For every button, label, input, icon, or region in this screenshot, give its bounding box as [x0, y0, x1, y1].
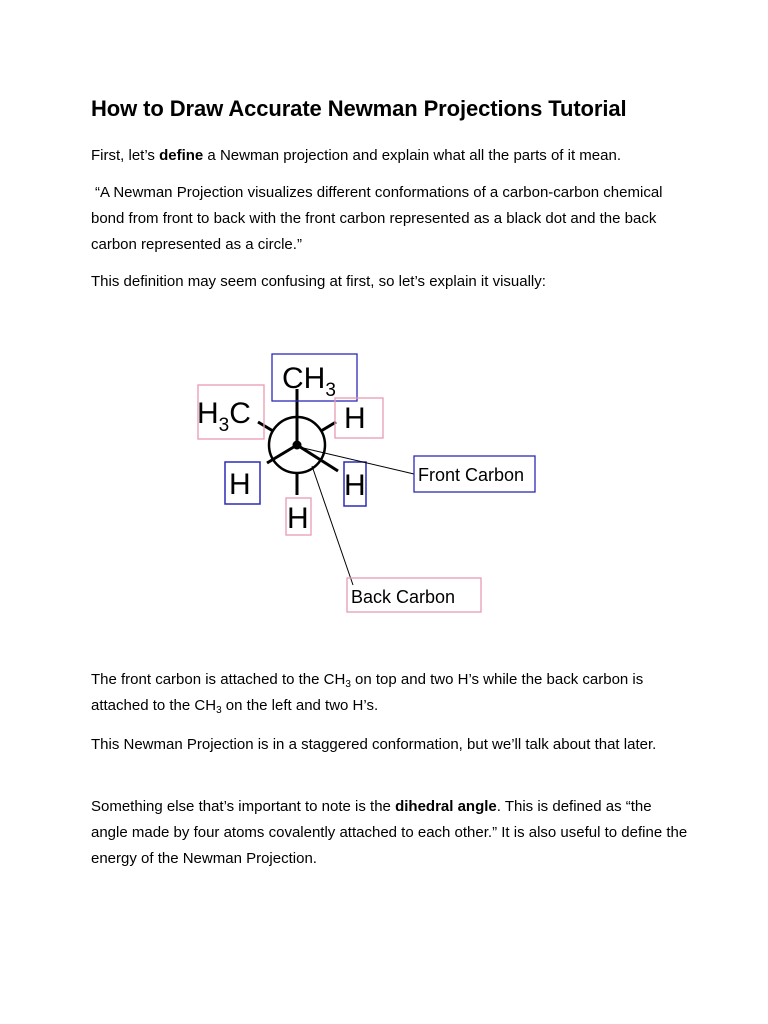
front-bond-lower-right [297, 445, 338, 471]
front-carbon-dot [293, 441, 302, 450]
back-bond-upper-left [258, 422, 273, 431]
bottom-h-label: H [287, 502, 309, 535]
dihedral-paragraph [91, 794, 691, 872]
intro-bold-word: define [159, 147, 204, 164]
back-bond-upper-right [321, 422, 336, 431]
subscript: 3 [216, 705, 222, 716]
lower-right-h-label: H [344, 469, 366, 502]
definition-quote: “A Newman Projection visualizes different conformations of a carbon-carbon chemical bond from front to back with the front carbon represented as a black dot and the back carbon represented as a circle.” [91, 184, 663, 253]
text-segment: . This is defined as “the angle made by four atoms covalently attached to each other.” It is also useful to define the energy of the Newman Projection. [91, 798, 688, 867]
intro-text-start: First, let’s [91, 147, 160, 164]
text-segment: on top and two H’s while the back carbon is attached to the CH [91, 671, 644, 714]
left-group-label: $H_3C$ [197, 397, 251, 436]
upper-right-h-label: H [344, 402, 366, 435]
dihedral-angle-term: dihedral angle [395, 798, 497, 815]
lower-left-h-label: H [229, 468, 251, 501]
staggered-paragraph: This Newman Projection is in a staggered conformation, but we’ll talk about that later. [91, 736, 657, 753]
intro-text-end: a Newman projection and explain what all the parts of it mean. [203, 147, 621, 164]
front-carbon-label: Front Carbon [418, 465, 525, 485]
text-segment: on the left and two H’s. [221, 697, 379, 714]
back-carbon-label: Back Carbon [351, 587, 456, 607]
text-segment: Something else that’s important to note is the [91, 798, 396, 815]
page-title: How to Draw Accurate Newman Projections Tutorial [91, 96, 627, 121]
newman-projection-diagram [190, 345, 550, 625]
subscript: 3 [345, 679, 351, 690]
front-back-paragraph [91, 667, 691, 719]
text-segment: The front carbon is attached to the CH [91, 671, 346, 688]
top-group-label: $CH_3$ [282, 362, 336, 401]
intro-paragraph [91, 143, 691, 169]
visual-intro-paragraph: This definition may seem confusing at first, so let’s explain it visually: [91, 273, 546, 290]
